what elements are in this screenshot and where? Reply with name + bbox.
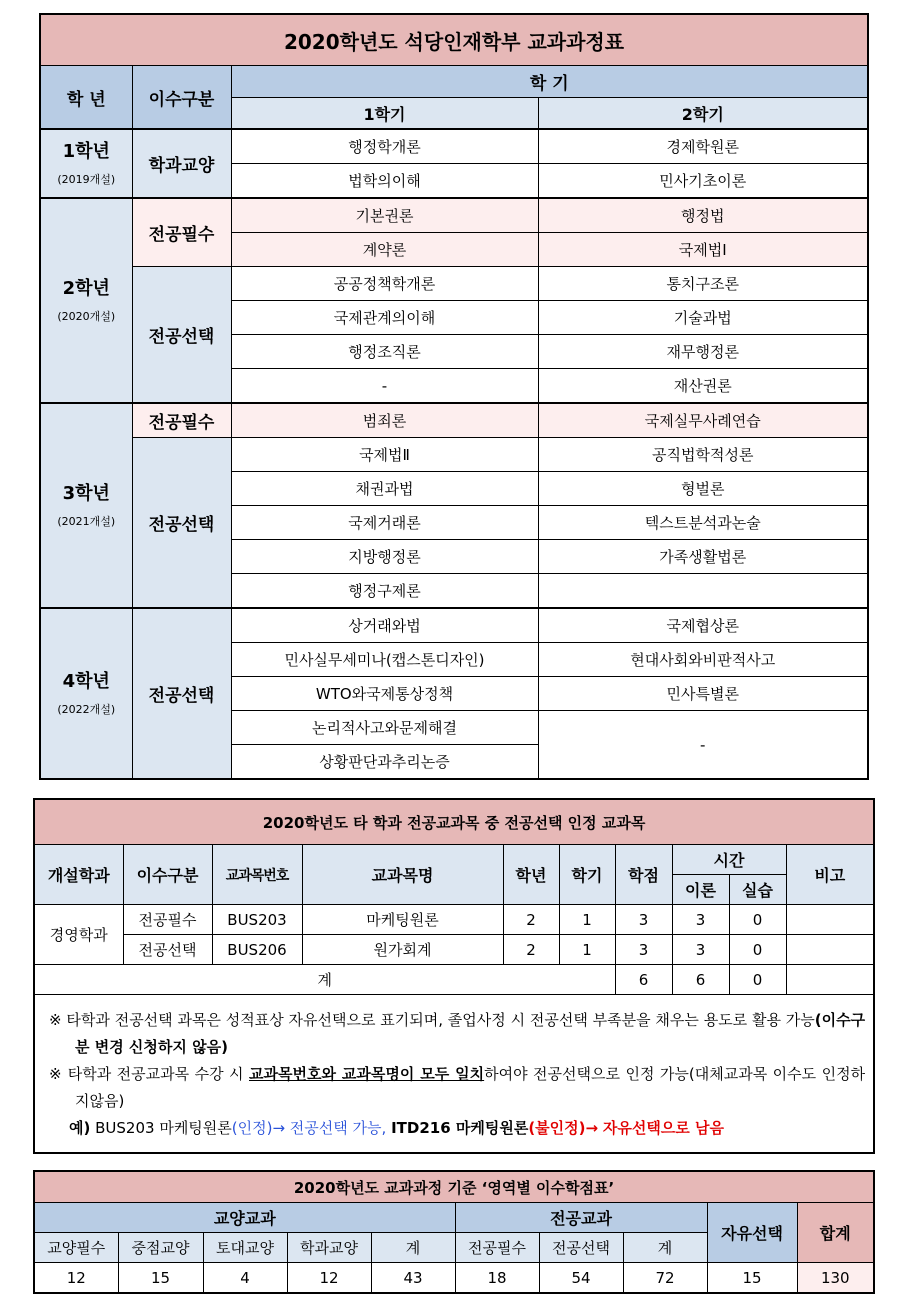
course-cell: 국제실무사례연습	[538, 403, 868, 438]
dept-cell: 경영학과	[34, 905, 123, 965]
header-note: 비고	[786, 845, 874, 905]
course-cell: 상거래와법	[231, 608, 538, 643]
course-cell: 지방행정론	[231, 540, 538, 574]
header-time: 시간	[672, 845, 786, 875]
year-2-label: 2학년	[62, 277, 110, 299]
table-cell: 마케팅원론	[302, 905, 503, 935]
header-category: 이수구분	[132, 66, 231, 130]
note-2-rest: 하여야 전공선택으로 인정 가능(대체교과목 이수도 인정하지않음)	[75, 1065, 866, 1110]
course-cell: 재산권론	[538, 369, 868, 404]
course-cell: 국제협상론	[538, 608, 868, 643]
note-example	[49, 1115, 865, 1142]
header-free-elective: 자유선택	[707, 1203, 797, 1263]
table-cell: 2	[503, 935, 559, 965]
course-cell: 법학의이해	[231, 164, 538, 199]
course-cell: 형벌론	[538, 472, 868, 506]
credit-value: 15	[118, 1263, 203, 1294]
sub-header: 계	[371, 1233, 455, 1263]
header-sem1: 1학기	[231, 98, 538, 130]
category-elective: 전공선택	[132, 438, 231, 609]
total-theory: 6	[672, 965, 729, 995]
header-general: 교양교과	[34, 1203, 455, 1233]
course-cell: WTO와국제통상정책	[231, 677, 538, 711]
course-cell: 공직법학적성론	[538, 438, 868, 472]
course-cell: 상황판단과추리논증	[231, 745, 538, 780]
category-elective: 전공선택	[132, 267, 231, 404]
table-cell: BUS206	[212, 935, 302, 965]
note-1-bold: (이수구분 변경 신청하지 않음)	[75, 1011, 866, 1056]
credit-value: 72	[623, 1263, 707, 1294]
credit-total-value: 130	[797, 1263, 874, 1294]
course-cell: 국제거래론	[231, 506, 538, 540]
table-cell: 3	[672, 935, 729, 965]
course-cell: 공공정책학개론	[231, 267, 538, 301]
example-recognized: (인정)→ 전공선택 가능,	[231, 1119, 387, 1137]
recognition-title: 2020학년도 타 학과 전공교과목 중 전공선택 인정 교과목	[34, 799, 874, 845]
sub-header: 중점교양	[118, 1233, 203, 1263]
notes-block	[34, 995, 874, 1154]
course-cell: -	[231, 369, 538, 404]
table-cell: 1	[559, 905, 615, 935]
credit-value: 4	[203, 1263, 287, 1294]
credit-value: 12	[34, 1263, 118, 1294]
header-year: 학 년	[40, 66, 132, 130]
year-1-label: 1학년	[62, 140, 110, 162]
total-practice: 0	[729, 965, 786, 995]
example-label: 예)	[69, 1119, 91, 1137]
year-4-label: 4학년	[62, 670, 110, 692]
category-elective: 전공선택	[132, 608, 231, 779]
table-cell: 0	[729, 935, 786, 965]
table-cell: 0	[729, 905, 786, 935]
year-3-opened: (2021개설)	[57, 515, 116, 529]
sub-header: 토대교양	[203, 1233, 287, 1263]
table-cell: 3	[615, 905, 672, 935]
table-cell: 3	[615, 935, 672, 965]
course-cell: 행정조직론	[231, 335, 538, 369]
course-cell: -	[538, 711, 868, 780]
table-cell: BUS203	[212, 905, 302, 935]
course-cell: 현대사회와비판적사고	[538, 643, 868, 677]
header-code: 교과목번호	[212, 845, 302, 905]
header-semester: 학기	[559, 845, 615, 905]
course-cell: 경제학원론	[538, 129, 868, 164]
example-course-1: BUS203 마케팅원론	[95, 1119, 232, 1137]
credit-value: 15	[707, 1263, 797, 1294]
example-course-2: ITD216 마케팅원론	[391, 1119, 529, 1137]
course-cell: 국제관계의이해	[231, 301, 538, 335]
category-required: 전공필수	[132, 198, 231, 267]
header-grade-year: 학년	[503, 845, 559, 905]
total-credit: 6	[615, 965, 672, 995]
course-cell: 가족생활법론	[538, 540, 868, 574]
course-cell: 기본권론	[231, 198, 538, 233]
year-1-cell	[40, 129, 132, 198]
course-cell: 논리적사고와문제해결	[231, 711, 538, 745]
course-cell: 국제법Ⅰ	[538, 233, 868, 267]
total-label: 계	[34, 965, 615, 995]
course-cell: 행정법	[538, 198, 868, 233]
category-required: 전공필수	[132, 403, 231, 438]
category-general: 학과교양	[132, 129, 231, 198]
note-cell	[786, 965, 874, 995]
course-cell: 계약론	[231, 233, 538, 267]
curriculum-table	[39, 13, 869, 780]
course-cell: 채권과법	[231, 472, 538, 506]
table-cell: 원가회계	[302, 935, 503, 965]
credit-value: 43	[371, 1263, 455, 1294]
sub-header: 교양필수	[34, 1233, 118, 1263]
header-category: 이수구분	[123, 845, 212, 905]
year-2-cell	[40, 198, 132, 403]
table-cell: 1	[559, 935, 615, 965]
note-cell	[786, 935, 874, 965]
course-cell: 통치구조론	[538, 267, 868, 301]
table-cell: 3	[672, 905, 729, 935]
course-cell: 범죄론	[231, 403, 538, 438]
example-not-recognized: (불인정)→	[528, 1119, 599, 1137]
note-2-text: ※ 타학과 전공교과목 수강 시	[49, 1065, 249, 1083]
course-cell: 민사실무세미나(캡스톤디자인)	[231, 643, 538, 677]
course-cell: 텍스트분석과논술	[538, 506, 868, 540]
year-4-cell	[40, 608, 132, 779]
header-total: 합계	[797, 1203, 874, 1263]
header-course-name: 교과목명	[302, 845, 503, 905]
sub-header: 전공필수	[455, 1233, 539, 1263]
recognition-table	[33, 798, 875, 1154]
course-cell: 민사기초이론	[538, 164, 868, 199]
curriculum-title: 2020학년도 석당인재학부 교과과정표	[40, 14, 868, 66]
sub-header: 전공선택	[539, 1233, 623, 1263]
note-cell	[786, 905, 874, 935]
year-3-cell	[40, 403, 132, 608]
course-cell: 민사특별론	[538, 677, 868, 711]
year-3-label: 3학년	[62, 482, 110, 504]
header-credit: 학점	[615, 845, 672, 905]
header-semester: 학 기	[231, 66, 868, 98]
year-1-opened: (2019개설)	[57, 173, 116, 187]
header-practice: 실습	[729, 875, 786, 905]
credit-value: 18	[455, 1263, 539, 1294]
course-cell	[538, 574, 868, 609]
course-cell: 국제법Ⅱ	[231, 438, 538, 472]
note-2-underline: 교과목번호와 교과목명이 모두 일치	[249, 1065, 485, 1083]
course-cell: 기술과법	[538, 301, 868, 335]
year-2-opened: (2020개설)	[57, 310, 116, 324]
sub-header: 학과교양	[287, 1233, 371, 1263]
table-cell: 전공선택	[123, 935, 212, 965]
header-dept: 개설학과	[34, 845, 123, 905]
credit-value: 12	[287, 1263, 371, 1294]
header-theory: 이론	[672, 875, 729, 905]
note-2	[49, 1061, 865, 1115]
year-4-opened: (2022개설)	[57, 703, 116, 717]
course-cell: 재무행정론	[538, 335, 868, 369]
course-cell: 행정구제론	[231, 574, 538, 609]
note-1-text: ※ 타학과 전공선택 과목은 성적표상 자유선택으로 표기되며, 졸업사정 시 전공선택 부족분을 채우는 용도로 활용 가능	[49, 1011, 815, 1029]
header-sem2: 2학기	[538, 98, 868, 130]
example-free-elective: 자유선택으로 남음	[602, 1119, 724, 1137]
table-cell: 전공필수	[123, 905, 212, 935]
credit-value: 54	[539, 1263, 623, 1294]
credits-title: 2020학년도 교과과정 기준 ‘영역별 이수학점표’	[34, 1171, 874, 1203]
note-1	[49, 1007, 865, 1061]
header-major: 전공교과	[455, 1203, 707, 1233]
table-cell: 2	[503, 905, 559, 935]
sub-header: 계	[623, 1233, 707, 1263]
course-cell: 행정학개론	[231, 129, 538, 164]
credits-table	[33, 1170, 875, 1294]
